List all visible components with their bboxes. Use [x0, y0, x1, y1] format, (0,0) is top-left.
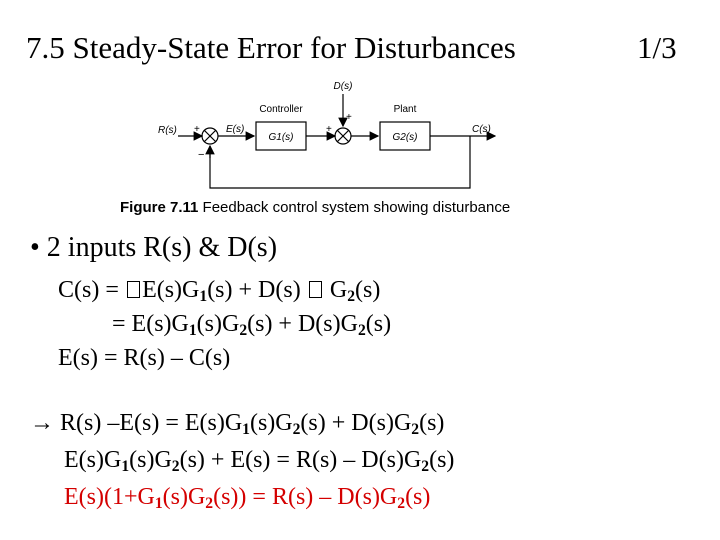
g2-label: G2(s)	[392, 132, 418, 143]
placeholder-box	[127, 281, 140, 298]
equation-text: E(s)G	[142, 277, 200, 303]
equation-text: E(s)(1+G	[64, 484, 155, 510]
bullet-inputs: • 2 inputs R(s) & D(s)	[30, 232, 278, 263]
caption-figure-number: Figure 7.11	[120, 199, 199, 216]
input-label: R(s)	[158, 125, 177, 136]
minus-sign: −	[198, 149, 205, 161]
subscript: 2	[397, 494, 406, 512]
figure-caption	[120, 199, 510, 216]
equation-text: (s) + E(s) = R(s) – D(s)G	[179, 447, 422, 473]
equation-6-highlighted	[64, 484, 430, 511]
equation-text: (s) + D(s)	[207, 277, 307, 303]
equation-text: G	[323, 277, 348, 303]
g1-label: G1(s)	[268, 132, 294, 143]
subscript: 2	[347, 287, 356, 305]
slide-title: 7.5 Steady-State Error for Disturbances	[26, 30, 516, 65]
error-label: E(s)	[226, 124, 245, 135]
equation-text: (s)	[405, 484, 431, 510]
equation-3	[58, 345, 230, 372]
equation-text: E(s) = R(s) – C(s)	[58, 345, 231, 371]
subscript: 2	[239, 321, 248, 339]
subscript: 1	[188, 321, 197, 339]
subscript: 2	[411, 420, 420, 438]
subscript: 2	[421, 457, 430, 475]
disturbance-label: D(s)	[333, 81, 353, 92]
equation-5	[64, 447, 454, 474]
page-number: 1/3	[637, 30, 677, 65]
subscript: 1	[154, 494, 163, 512]
equation-text: E(s)G	[64, 447, 122, 473]
equation-text: (s)	[365, 311, 392, 337]
subscript: 2	[171, 457, 180, 475]
equation-text: (s)	[429, 447, 455, 473]
subscript: 2	[357, 321, 366, 339]
plus-sign-1: +	[194, 124, 200, 135]
equation-text: (s)	[355, 277, 381, 303]
plus-sign-3: +	[346, 112, 352, 123]
equation-1	[58, 277, 380, 304]
equation-text: (s)G	[162, 484, 206, 510]
equation-text: (s)	[419, 410, 445, 436]
equation-text: → R(s) –E(s) = E(s)G	[30, 410, 243, 436]
block-diagram	[150, 78, 510, 193]
placeholder-box	[309, 281, 322, 298]
equation-text: (s)G	[196, 311, 240, 337]
subscript: 2	[292, 420, 301, 438]
equation-text: C(s) =	[58, 277, 125, 303]
plus-sign-2: +	[326, 124, 332, 135]
subscript: 1	[199, 287, 208, 305]
subscript: 1	[242, 420, 250, 438]
equation-text: (s) + D(s)G	[300, 410, 412, 436]
equation-text: (s) + D(s)G	[247, 311, 358, 337]
plant-label: Plant	[393, 104, 417, 115]
equation-4	[30, 410, 444, 437]
caption-text: Feedback control system showing disturbance	[198, 199, 511, 216]
equation-text: (s)G	[249, 410, 293, 436]
equation-2	[112, 311, 391, 338]
equation-text: (s)) = R(s) – D(s)G	[213, 484, 398, 510]
subscript: 2	[205, 494, 214, 512]
equation-text: = E(s)G	[112, 311, 189, 337]
subscript: 1	[121, 457, 130, 475]
controller-label: Controller	[259, 104, 303, 115]
equation-text: (s)G	[129, 447, 172, 473]
output-label: C(s)	[472, 124, 491, 135]
